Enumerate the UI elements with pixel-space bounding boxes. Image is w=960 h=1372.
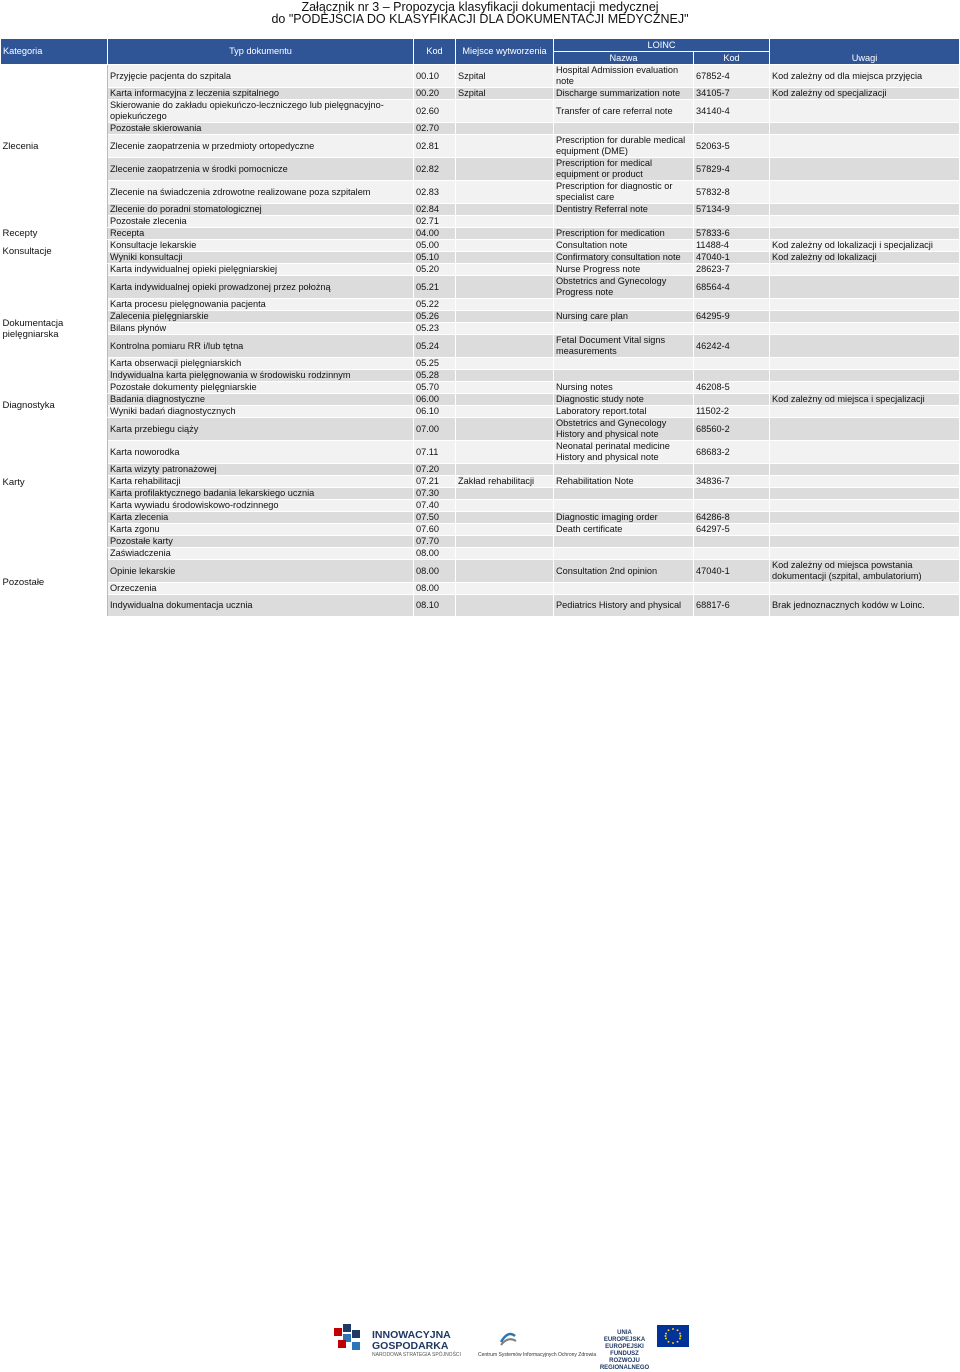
cell-loinc-nazwa [554,216,694,228]
table-row [1,488,960,500]
cell-uwagi [770,358,960,370]
cell-miejsce [456,204,554,216]
cell-kod: 07.70 [414,536,456,548]
table-row [1,216,960,228]
cell-kod: 05.70 [414,382,456,394]
cell-loinc-kod [694,583,770,595]
cell-loinc-nazwa: Prescription for diagnostic or specialist care [554,181,694,204]
cell-uwagi [770,158,960,181]
cell-loinc-kod: 46208-5 [694,382,770,394]
cell-typ-dokumentu: Badania diagnostyczne [108,394,414,406]
cell-typ-dokumentu: Karta przebiegu ciąży [108,418,414,441]
cell-loinc-nazwa: Prescription for medication [554,228,694,240]
cell-loinc-nazwa: Rehabilitation Note [554,476,694,488]
table-row [1,311,960,323]
cell-miejsce [456,524,554,536]
cell-loinc-kod: 68817-6 [694,595,770,617]
table-row [1,406,960,418]
cell-kod: 07.50 [414,512,456,524]
cell-kod: 07.00 [414,418,456,441]
cell-miejsce [456,583,554,595]
category-cell: Recepty [1,228,108,240]
cell-typ-dokumentu: Zaświadczenia [108,548,414,560]
cell-miejsce [456,358,554,370]
cell-loinc-nazwa [554,323,694,335]
cell-uwagi: Kod zależny od miejsca powstania dokumentacji (szpital, ambulatorium) [770,560,960,583]
cell-uwagi [770,323,960,335]
cell-loinc-kod: 34105-7 [694,88,770,100]
cell-typ-dokumentu: Karta obserwacji pielęgniarskich [108,358,414,370]
cell-loinc-kod [694,323,770,335]
cell-miejsce [456,158,554,181]
table-body [1,65,960,617]
cell-uwagi [770,276,960,299]
cell-typ-dokumentu: Karta profilaktycznego badania lekarskiego ucznia [108,488,414,500]
cell-loinc-kod: 57829-4 [694,158,770,181]
cell-loinc-kod: 34836-7 [694,476,770,488]
category-cell: Karty [1,418,108,548]
table-row [1,500,960,512]
table-row [1,204,960,216]
cell-loinc-nazwa: Fetal Document Vital signs measurements [554,335,694,358]
cell-typ-dokumentu: Karta zgonu [108,524,414,536]
cell-kod: 00.20 [414,88,456,100]
category-cell: Diagnostyka [1,394,108,418]
cell-kod: 05.25 [414,358,456,370]
table-row [1,252,960,264]
cell-loinc-nazwa [554,370,694,382]
table-row [1,524,960,536]
cell-loinc-kod [694,394,770,406]
cell-typ-dokumentu: Zalecenia pielęgniarskie [108,311,414,323]
cell-loinc-kod [694,299,770,311]
cell-loinc-kod [694,123,770,135]
cell-kod: 05.23 [414,323,456,335]
cell-uwagi [770,500,960,512]
table-row [1,418,960,441]
cell-kod: 02.70 [414,123,456,135]
cell-loinc-kod: 57832-8 [694,181,770,204]
cell-typ-dokumentu: Wyniki konsultacji [108,252,414,264]
cell-loinc-nazwa: Consultation note [554,240,694,252]
cell-kod: 02.82 [414,158,456,181]
cell-loinc-kod: 28623-7 [694,264,770,276]
cell-typ-dokumentu: Przyjęcie pacjenta do szpitala [108,65,414,88]
header-kategoria: Kategoria [1,39,108,65]
cell-loinc-kod: 57833-6 [694,228,770,240]
cell-kod: 08.10 [414,595,456,617]
cell-typ-dokumentu: Pozostałe zlecenia [108,216,414,228]
cell-uwagi: Kod zależny od lokalizacji [770,252,960,264]
logo1-line1: INNOWACYJNA [372,1329,451,1341]
cell-loinc-nazwa: Prescription for durable medical equipment (DME) [554,135,694,158]
cell-uwagi [770,370,960,382]
cell-miejsce [456,500,554,512]
table-row [1,323,960,335]
table-row [1,264,960,276]
cell-miejsce [456,181,554,204]
cell-uwagi [770,123,960,135]
cell-loinc-nazwa: Consultation 2nd opinion [554,560,694,583]
table-row [1,135,960,158]
cell-typ-dokumentu: Karta rehabilitacji [108,476,414,488]
cell-uwagi [770,548,960,560]
cell-uwagi [770,335,960,358]
header-uwagi: Uwagi [770,39,960,65]
document-title: Załącznik nr 3 – Propozycja klasyfikacji dokumentacji medycznej [301,0,659,14]
header-kod: Kod [414,39,456,65]
classification-table [0,38,960,617]
cell-loinc-kod: 11502-2 [694,406,770,418]
cell-uwagi: Kod zależny od dla miejsca przyjęcia [770,65,960,88]
cell-uwagi: Kod zależny od lokalizacji i specjalizacji [770,240,960,252]
cell-uwagi [770,464,960,476]
cell-miejsce [456,560,554,583]
cell-loinc-nazwa [554,299,694,311]
cell-loinc-nazwa: Hospital Admission evaluation note [554,65,694,88]
cell-kod: 08.00 [414,548,456,560]
innowacyjna-gospodarka-logo-icon [334,1324,368,1354]
cell-uwagi [770,418,960,441]
cell-miejsce [456,441,554,464]
table-row [1,65,960,88]
cell-miejsce [456,240,554,252]
cell-kod: 05.20 [414,264,456,276]
cell-loinc-kod [694,488,770,500]
cell-kod: 05.21 [414,276,456,299]
logo2-subtitle: Centrum Systemów Informacyjnych Ochrony Zdrowia [478,1352,597,1358]
cell-typ-dokumentu: Pozostałe dokumenty pielęgniarskie [108,382,414,394]
cell-loinc-kod [694,500,770,512]
cell-uwagi [770,441,960,464]
cell-kod: 06.00 [414,394,456,406]
cell-typ-dokumentu: Zlecenie do poradni stomatologicznej [108,204,414,216]
cell-uwagi [770,100,960,123]
header-loinc: LOINC [554,39,770,52]
cell-typ-dokumentu: Orzeczenia [108,583,414,595]
cell-miejsce [456,276,554,299]
cell-kod: 07.11 [414,441,456,464]
cell-typ-dokumentu: Karta zlecenia [108,512,414,524]
cell-miejsce: Zakład rehabilitacji [456,476,554,488]
cell-loinc-kod: 64286-8 [694,512,770,524]
cell-typ-dokumentu: Pozostałe karty [108,536,414,548]
table-row [1,158,960,181]
table-row [1,382,960,394]
cell-loinc-nazwa: Obstetrics and Gynecology History and physical note [554,418,694,441]
category-cell: Konsultacje [1,240,108,264]
cell-loinc-nazwa [554,358,694,370]
table-row [1,228,960,240]
cell-uwagi [770,181,960,204]
cell-miejsce [456,595,554,617]
cell-loinc-nazwa: Nurse Progress note [554,264,694,276]
cell-loinc-kod [694,548,770,560]
cell-miejsce [456,406,554,418]
cell-typ-dokumentu: Karta procesu pielęgnowania pacjenta [108,299,414,311]
cell-miejsce [456,370,554,382]
cell-loinc-kod: 68683-2 [694,441,770,464]
table-row [1,560,960,583]
cell-kod: 08.00 [414,560,456,583]
header-miejsce-wytworzenia: Miejsce wytworzenia [456,39,554,65]
cell-uwagi [770,512,960,524]
document-subtitle: do "PODEJŚCIA DO KLASYFIKACJI DLA DOKUMENTACJI MEDYCZNEJ" [271,12,689,26]
cell-kod: 05.00 [414,240,456,252]
cell-uwagi [770,264,960,276]
table-row [1,358,960,370]
cell-loinc-nazwa: Diagnostic imaging order [554,512,694,524]
cell-miejsce: Szpital [456,65,554,88]
cell-loinc-nazwa: Diagnostic study note [554,394,694,406]
cell-loinc-nazwa [554,500,694,512]
cell-uwagi [770,488,960,500]
cell-kod: 07.30 [414,488,456,500]
logo1-subtitle: NARODOWA STRATEGIA SPÓJNOŚCI [372,1352,461,1358]
cell-kod: 07.21 [414,476,456,488]
cell-miejsce [456,335,554,358]
cell-loinc-nazwa: Confirmatory consultation note [554,252,694,264]
cell-typ-dokumentu: Karta indywidualnej opieki pielęgniarskiej [108,264,414,276]
cell-typ-dokumentu: Opinie lekarskie [108,560,414,583]
cell-loinc-nazwa [554,123,694,135]
cell-loinc-kod: 11488-4 [694,240,770,252]
table-row [1,464,960,476]
cell-miejsce [456,264,554,276]
table-row [1,100,960,123]
table-row [1,276,960,299]
cell-typ-dokumentu: Wyniki badań diagnostycznych [108,406,414,418]
cell-kod: 07.60 [414,524,456,536]
table-row [1,88,960,100]
cell-uwagi: Kod zależny od specjalizacji [770,88,960,100]
table-row [1,370,960,382]
cell-uwagi [770,583,960,595]
cell-loinc-kod: 68560-2 [694,418,770,441]
cell-uwagi [770,536,960,548]
cell-loinc-kod: 47040-1 [694,560,770,583]
cell-miejsce [456,536,554,548]
cell-miejsce [456,311,554,323]
cell-kod: 05.24 [414,335,456,358]
cell-loinc-kod: 64295-9 [694,311,770,323]
cell-uwagi [770,204,960,216]
cell-loinc-kod: 46242-4 [694,335,770,358]
cell-miejsce [456,382,554,394]
cell-loinc-nazwa [554,583,694,595]
cell-kod: 05.28 [414,370,456,382]
cell-typ-dokumentu: Zlecenie zaopatrzenia w przedmioty ortopedyczne [108,135,414,158]
cell-uwagi [770,228,960,240]
cell-typ-dokumentu: Karta wywiadu środowiskowo-rodzinnego [108,500,414,512]
table-row [1,335,960,358]
cell-uwagi [770,524,960,536]
category-cell: Dokumentacja pielęgniarska [1,264,108,394]
cell-miejsce [456,216,554,228]
innowacyjna-gospodarka-logo-text [372,1330,451,1352]
cell-loinc-kod: 34140-4 [694,100,770,123]
cell-kod: 05.10 [414,252,456,264]
cell-uwagi: Brak jednoznacznych kodów w Loinc. [770,595,960,617]
cell-loinc-nazwa: Death certificate [554,524,694,536]
cell-typ-dokumentu: Skierowanie do zakładu opiekuńczo-leczniczego lub pielęgnacyjno-opiekuńczego [108,100,414,123]
cell-loinc-nazwa [554,548,694,560]
cell-loinc-nazwa: Nursing care plan [554,311,694,323]
table-row [1,123,960,135]
cell-miejsce [456,123,554,135]
cell-loinc-nazwa: Transfer of care referral note [554,100,694,123]
cell-uwagi [770,382,960,394]
classification-table-container [0,38,960,610]
cell-loinc-kod [694,536,770,548]
cell-typ-dokumentu: Indywidualna karta pielęgnowania w środowisku rodzinnym [108,370,414,382]
cell-miejsce [456,512,554,524]
cell-miejsce [456,464,554,476]
cell-miejsce [456,228,554,240]
cell-loinc-nazwa: Pediatrics History and physical [554,595,694,617]
cell-loinc-nazwa [554,488,694,500]
cell-miejsce [456,100,554,123]
cell-typ-dokumentu: Zlecenie zaopatrzenia w środki pomocnicze [108,158,414,181]
cell-typ-dokumentu: Karta informacyjna z leczenia szpitalnego [108,88,414,100]
cell-kod: 02.83 [414,181,456,204]
cell-typ-dokumentu: Karta noworodka [108,441,414,464]
cell-uwagi [770,311,960,323]
cell-kod: 07.20 [414,464,456,476]
eu-flag-icon [657,1325,689,1347]
cell-kod: 02.81 [414,135,456,158]
cell-loinc-nazwa: Dentistry Referral note [554,204,694,216]
table-row [1,595,960,617]
cell-loinc-nazwa: Discharge summarization note [554,88,694,100]
table-row [1,240,960,252]
cell-miejsce: Szpital [456,88,554,100]
category-cell: Pozostałe [1,548,108,617]
cell-uwagi [770,406,960,418]
cell-loinc-kod: 52063-5 [694,135,770,158]
header-loinc-kod: Kod [694,52,770,65]
cell-loinc-nazwa: Laboratory report.total [554,406,694,418]
cell-loinc-kod [694,216,770,228]
cell-kod: 08.00 [414,583,456,595]
table-row [1,548,960,560]
cell-loinc-kod: 67852-4 [694,65,770,88]
cell-kod: 02.71 [414,216,456,228]
cell-uwagi: Kod zależny od miejsca i specjalizacji [770,394,960,406]
cell-loinc-kod [694,370,770,382]
cell-miejsce [456,299,554,311]
footer-logos [0,660,960,1371]
table-row [1,441,960,464]
cell-uwagi [770,135,960,158]
csioz-logo-icon [497,1328,519,1350]
cell-typ-dokumentu: Indywidualna dokumentacja ucznia [108,595,414,617]
table-row [1,181,960,204]
cell-uwagi [770,299,960,311]
cell-loinc-nazwa: Obstetrics and Gynecology Progress note [554,276,694,299]
cell-miejsce [456,418,554,441]
cell-miejsce [456,488,554,500]
cell-kod: 00.10 [414,65,456,88]
cell-loinc-kod: 64297-5 [694,524,770,536]
header-loinc-nazwa: Nazwa [554,52,694,65]
cell-miejsce [456,548,554,560]
cell-loinc-nazwa [554,536,694,548]
cell-loinc-nazwa: Neonatal perinatal medicine History and physical note [554,441,694,464]
cell-loinc-nazwa [554,464,694,476]
table-row [1,536,960,548]
cell-loinc-nazwa: Nursing notes [554,382,694,394]
cell-uwagi [770,476,960,488]
table-row [1,394,960,406]
cell-loinc-kod [694,464,770,476]
cell-typ-dokumentu: Konsultacje lekarskie [108,240,414,252]
cell-kod: 02.60 [414,100,456,123]
table-row [1,583,960,595]
cell-typ-dokumentu: Pozostałe skierowania [108,123,414,135]
cell-kod: 02.84 [414,204,456,216]
header-typ-dokumentu: Typ dokumentu [108,39,414,65]
table-row [1,476,960,488]
cell-loinc-kod [694,358,770,370]
cell-typ-dokumentu: Kontrolna pomiaru RR i/lub tętna [108,335,414,358]
eu-logo-text: UNIA EUROPEJSKA EUROPEJSKI FUNDUSZ ROZWOJU REGIONALNEGO [599,1330,650,1371]
cell-miejsce [456,135,554,158]
cell-uwagi [770,216,960,228]
cell-miejsce [456,323,554,335]
cell-kod: 05.26 [414,311,456,323]
cell-loinc-nazwa: Prescription for medical equipment or product [554,158,694,181]
cell-typ-dokumentu: Karta wizyty patronażowej [108,464,414,476]
cell-kod: 04.00 [414,228,456,240]
cell-kod: 05.22 [414,299,456,311]
logo1-line2: GOSPODARKA [372,1340,449,1352]
cell-loinc-kod: 68564-4 [694,276,770,299]
cell-typ-dokumentu: Recepta [108,228,414,240]
cell-typ-dokumentu: Zlecenie na świadczenia zdrowotne realizowane poza szpitalem [108,181,414,204]
cell-kod: 07.40 [414,500,456,512]
cell-typ-dokumentu: Bilans płynów [108,323,414,335]
table-row [1,512,960,524]
cell-typ-dokumentu: Karta indywidualnej opieki prowadzonej przez położną [108,276,414,299]
cell-loinc-kod: 47040-1 [694,252,770,264]
category-cell: Zlecenia [1,65,108,228]
cell-miejsce [456,394,554,406]
cell-kod: 06.10 [414,406,456,418]
table-row [1,299,960,311]
cell-miejsce [456,252,554,264]
cell-loinc-kod: 57134-9 [694,204,770,216]
